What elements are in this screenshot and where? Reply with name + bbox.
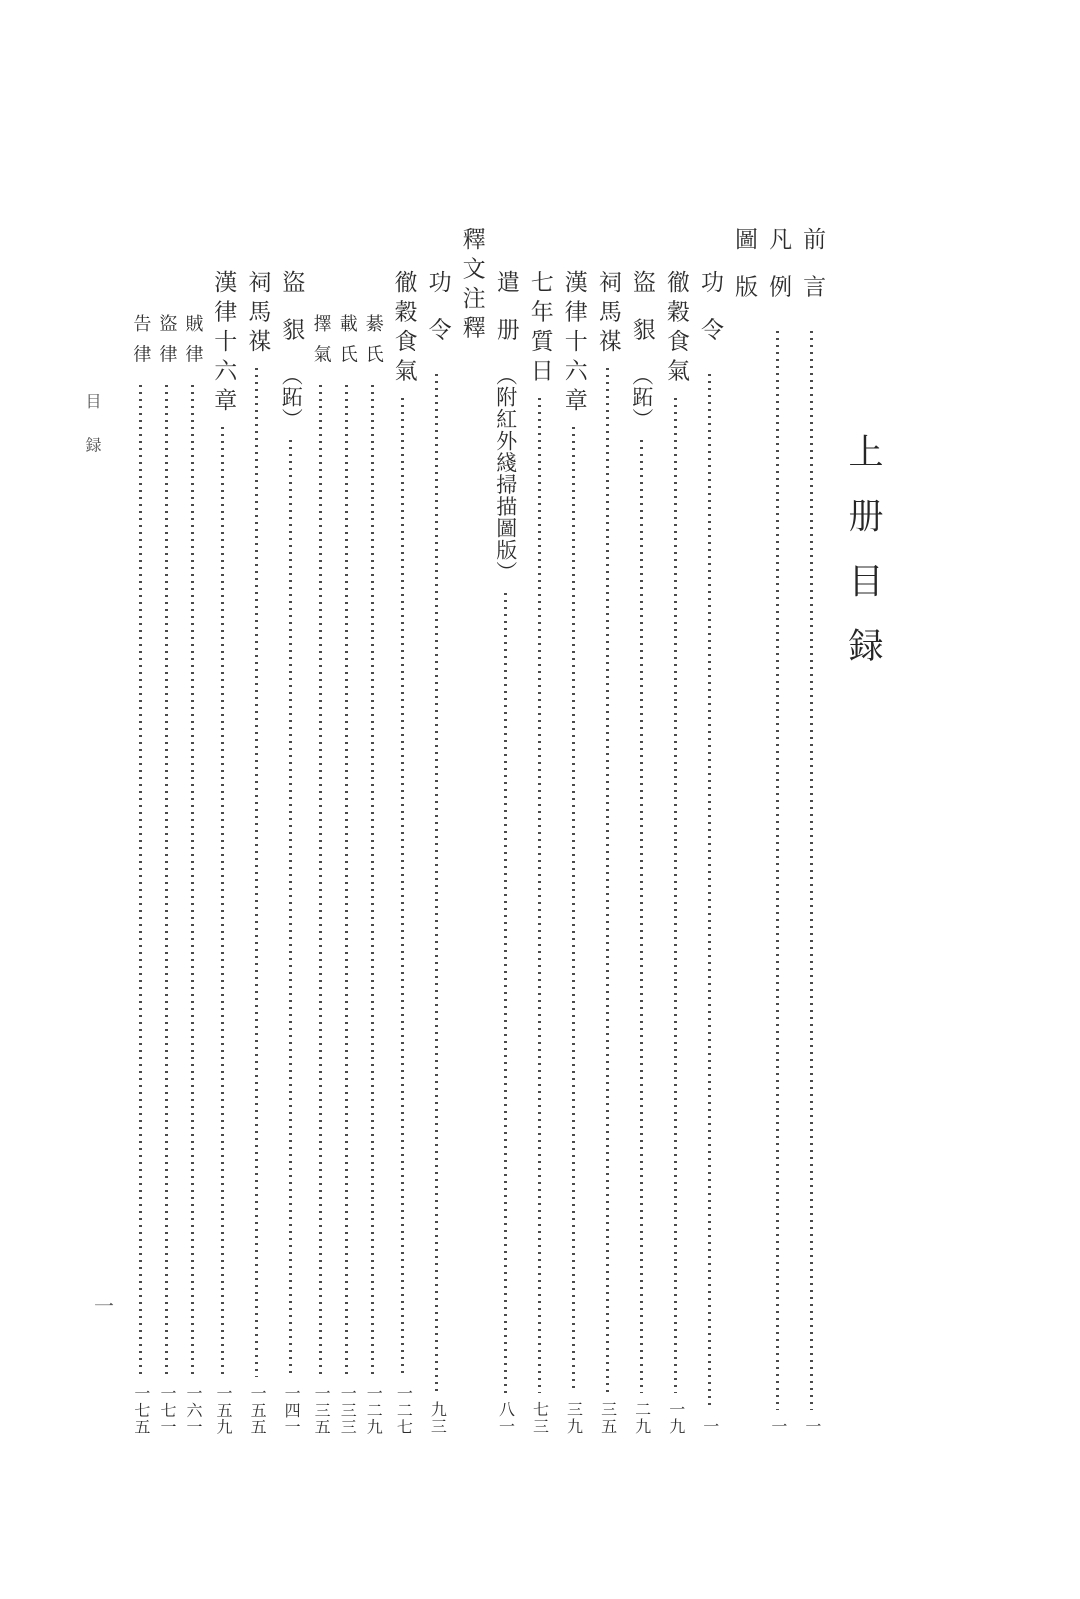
toc-column	[727, 222, 760, 1435]
toc-entry-page-number: 一五九	[214, 1384, 234, 1435]
dotted-leader	[371, 385, 374, 1376]
toc-entry-page-number: 一二七	[394, 1384, 414, 1435]
dotted-leader	[401, 398, 404, 1377]
toc-entry-page-number: 八一	[496, 1401, 516, 1435]
toc-entry-label: 圖版	[731, 227, 758, 322]
toc-entry-page-number: 七三	[530, 1401, 550, 1435]
toc-entry-label: 凡例	[765, 227, 792, 322]
toc-column	[274, 222, 307, 1435]
toc-entry-page-number: 三五	[598, 1401, 618, 1435]
dotted-leader	[435, 374, 438, 1393]
dotted-leader	[810, 331, 813, 1410]
toc-column	[659, 222, 692, 1435]
toc-column	[128, 222, 153, 1435]
toc-entry-page-number: 一二九	[364, 1384, 384, 1435]
toc-entry-page-number: 二九	[632, 1401, 652, 1435]
toc-entry-label: 遣册（附紅外綫掃描圖版）	[492, 270, 519, 583]
margin-running-title: 目録	[83, 393, 102, 480]
dotted-leader	[776, 331, 779, 1410]
toc-entry-label: 徹穀食氣	[662, 270, 689, 388]
toc-entry-label: 擇氣	[310, 314, 332, 376]
toc-column	[557, 222, 590, 1435]
toc-entry-label: 祠馬禖	[244, 270, 271, 359]
dotted-leader	[139, 385, 142, 1376]
toc-entry-label: 功令	[424, 270, 451, 365]
toc-entry-label: 漢律十六章	[210, 270, 237, 418]
toc-entry-page-number: 一五五	[248, 1384, 268, 1435]
toc-entry-page-number: 一七五	[131, 1384, 151, 1435]
toc-entry-label: 盜貇（跖）	[628, 270, 655, 430]
toc-entry-page-number: 一三三	[338, 1384, 358, 1435]
toc-column	[240, 222, 273, 1435]
toc-column	[625, 222, 658, 1435]
toc-column	[180, 222, 205, 1435]
toc-entry-page-number: 九三	[428, 1401, 448, 1435]
toc-column	[154, 222, 179, 1435]
toc-entry-page-number: 三九	[564, 1401, 584, 1435]
toc-entry-label: 賊律	[182, 314, 204, 376]
volume-title: 上册目録	[843, 433, 883, 692]
dotted-leader	[165, 385, 168, 1376]
toc-entry-label: 漢律十六章	[560, 270, 587, 418]
toc-entry-label: 釋文注釋	[458, 227, 485, 345]
toc-column	[693, 222, 726, 1435]
toc-entry-page-number: 一四一	[282, 1384, 302, 1435]
toc-entry-label: 盜律	[156, 314, 178, 376]
toc-entry-page-number: 一	[768, 1418, 788, 1435]
toc-column	[455, 222, 488, 1435]
toc-entry-label: 功令	[696, 270, 723, 365]
toc-column	[591, 222, 624, 1435]
toc-entry-page-number: 一	[700, 1418, 720, 1435]
dotted-leader	[191, 385, 194, 1376]
toc-column	[308, 222, 333, 1435]
folio-page-number: 一	[94, 1294, 114, 1318]
toc-entry-label: 祠馬禖	[594, 270, 621, 359]
dotted-leader	[572, 427, 575, 1393]
dotted-leader	[606, 368, 609, 1393]
toc-entry-page-number: 一六一	[183, 1384, 203, 1435]
toc-entry-page-number: 一	[802, 1418, 822, 1435]
dotted-leader	[674, 398, 677, 1394]
toc-column	[360, 222, 385, 1435]
toc-entry-label: 徹穀食氣	[390, 270, 417, 388]
toc-columns	[128, 222, 828, 1435]
dotted-leader	[319, 385, 322, 1376]
toc-entry-label: 載氏	[336, 314, 358, 376]
dotted-leader	[538, 398, 541, 1394]
toc-entry-page-number: 一九	[666, 1401, 686, 1435]
toc-column	[334, 222, 359, 1435]
dotted-leader	[289, 440, 292, 1377]
dotted-leader	[640, 440, 643, 1394]
toc-column	[523, 222, 556, 1435]
toc-column	[386, 222, 419, 1435]
toc-entry-label: 七年質日	[526, 270, 553, 388]
toc-column	[206, 222, 239, 1435]
toc-entry-label: 前言	[799, 227, 826, 322]
dotted-leader	[345, 385, 348, 1376]
toc-entry-label: 告律	[130, 314, 152, 376]
toc-column	[489, 222, 522, 1435]
dotted-leader	[504, 593, 507, 1394]
dotted-leader	[221, 427, 224, 1376]
dotted-leader	[708, 374, 711, 1410]
toc-entry-label: 盜貇（跖）	[278, 270, 305, 430]
toc-column	[420, 222, 453, 1435]
toc-entry-page-number: 一七一	[157, 1384, 177, 1435]
dotted-leader	[255, 368, 258, 1376]
toc-column	[761, 222, 794, 1435]
toc-entry-page-number: 一三五	[312, 1384, 332, 1435]
toc-entry-label: 綦氏	[362, 314, 384, 376]
toc-column	[795, 222, 828, 1435]
